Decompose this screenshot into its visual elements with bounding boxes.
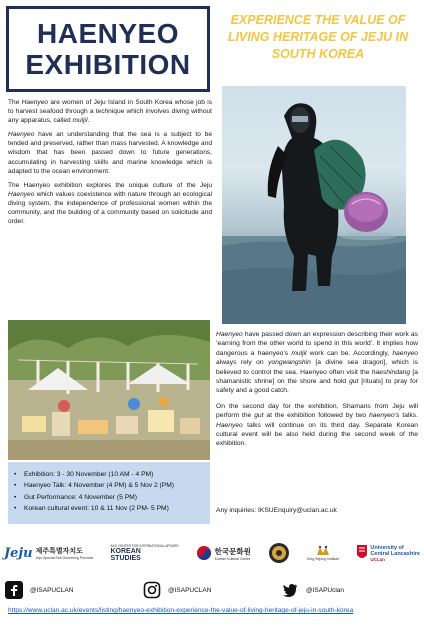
schedule-item: • Exhibition: 3 - 30 November (10 AM - 4 PM) — [14, 469, 204, 480]
intro-paragraph-1: The Haenyeo are women of Jeju Island in South Korea whose job is to harvest seafood through a technique which involves diving without any apparatus, called muljil. — [8, 99, 212, 125]
korean-studies-logo — [111, 544, 179, 562]
bullet-icon: • — [14, 504, 17, 512]
twitter-link[interactable] — [280, 580, 418, 600]
kcc-logo-korean: 한국문화원 — [214, 546, 251, 556]
twitter-icon — [280, 580, 300, 600]
facebook-link[interactable] — [4, 580, 142, 600]
description-text — [216, 330, 418, 455]
diver-photo — [222, 86, 406, 324]
jeju-logo — [4, 546, 93, 561]
instagram-handle: @ISAPUCLAN — [168, 586, 212, 594]
schedule-item: • Korean cultural event: 10 & 11 Nov (2 PM- 5 PM) — [14, 503, 204, 514]
enquiry-email[interactable]: Any inquiries: IKSUEnquiry@uclan.ac.uk — [216, 507, 337, 514]
social-bar — [4, 578, 420, 602]
intro-paragraph-2: Haenyeo have an understanding that the sea is a subject to be tended and preserved, rather than mass harvested. A knowledge and wisdom that has been passed down to future generations, accumulating in harvesting skills and marine knowledge which is adapted to the ocean environment. — [8, 131, 212, 175]
taegeuk-icon — [196, 545, 212, 561]
bullet-icon: • — [14, 493, 17, 501]
intro-paragraph-3: The Haenyeo exhibition explores the unique culture of the Jeju Haenyeo which values coexistence with nature through an ecological diving system, the independence of professional women within the community, and the building of a community based on solicitude and order. — [8, 181, 212, 226]
title-line-1: HAENYEO — [37, 18, 179, 49]
seal-logo — [268, 542, 290, 564]
korean-studies-small: AKS CENTER FOR INTERNATIONAL AFFAIRS — [110, 544, 179, 548]
kcc-logo — [196, 545, 251, 561]
description-paragraph-2: On the second day for the exhibition, Shamans from Jeju will perform the gut at the exhibition followed by two haenyeo’s talks. Haenyeo talks will continue on its third day. Separate Korean cultural event will be also held during the second week of the exhibition. — [216, 402, 418, 448]
twitter-handle: @ISAPUclan — [306, 586, 345, 594]
king-sejong-icon — [315, 545, 331, 557]
uclan-logo — [356, 543, 420, 563]
king-sejong-logo — [307, 545, 339, 561]
jeju-logo-sub: Jeju Special Self-Governing Province — [35, 556, 94, 560]
diver-illustration — [222, 86, 406, 324]
korean-studies-big: KOREAN STUDIES — [110, 548, 141, 562]
uclan-crest-icon — [356, 543, 368, 563]
title-box — [6, 6, 210, 92]
uclan-line-1: University of — [370, 544, 404, 551]
title-line-2: EXHIBITION — [25, 49, 191, 80]
instagram-icon — [142, 580, 162, 600]
facebook-icon — [4, 580, 24, 600]
schedule-item: • Haenyeo Talk: 4 November (4 PM) & 5 Nov 2 (PM) — [14, 480, 204, 491]
intro-text — [8, 98, 212, 231]
jeju-logo-name: Jeju — [4, 545, 33, 561]
uclan-line-3: UCLan — [370, 556, 385, 562]
bullet-icon: • — [14, 471, 17, 478]
kcc-logo-english: Korean Cultural Centre — [214, 556, 251, 561]
event-url-link[interactable]: https://www.uclan.ac.uk/events/listing/haenyeo-exhibition-experience-the-value-of-living-heritage-of-jeju-in-south-korea — [8, 607, 354, 614]
bullet-icon: • — [14, 482, 17, 490]
instagram-link[interactable] — [142, 580, 280, 600]
schedule-item: • Gut Performance: 4 November (5 PM) — [14, 492, 204, 503]
description-paragraph-1: Haenyeo have passed down an expression describing their work as ‘earning from the other world to spend in this world’. It implies how dangerous a haenyeo’s muljil work can be. Accordingly, haenyeo always rely on yongwangshin [a divine sea dragon], which is believed to control the sea. Haenyeo often visit the haeshindang [a shamanistic shrine] on the shore and hold gut [rituals] to pray for safety and a good catch. — [216, 331, 419, 395]
festival-illustration — [8, 320, 210, 460]
festival-photo — [8, 320, 210, 460]
facebook-handle: @ISAPUCLAN — [30, 586, 74, 594]
king-sejong-name: King Sejong Institute — [307, 557, 340, 561]
schedule-box — [8, 462, 210, 524]
jeju-logo-korean: 제주특별자치도 — [35, 547, 83, 555]
tagline: EXPERIENCE THE VALUE OF LIVING HERITAGE OF JEJU IN SOUTH KOREA — [227, 13, 409, 61]
uclan-line-2: Central Lancashire — [370, 550, 420, 557]
sponsor-logos — [4, 536, 420, 570]
seal-icon — [268, 542, 290, 564]
